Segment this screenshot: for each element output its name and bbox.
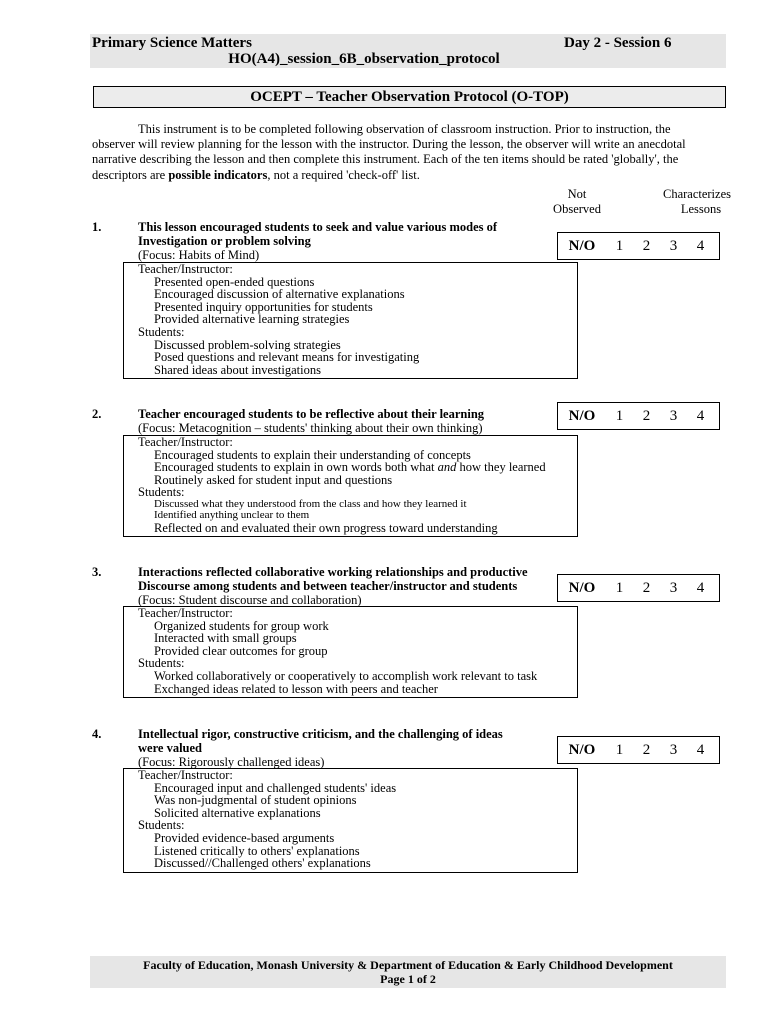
rating-option-2[interactable]: 2	[642, 407, 651, 424]
scale-not: Not	[567, 187, 587, 201]
students-label: Students:	[138, 485, 185, 500]
item-title-line: Intellectual rigor, constructive criticism, and the challenging of ideas	[138, 727, 503, 741]
item-question	[138, 220, 558, 262]
indicator: Provided evidence-based arguments	[154, 830, 335, 845]
item-title-line: This lesson encouraged students to seek and value various modes of	[138, 220, 498, 234]
indicator: Worked collaboratively or cooperatively to accomplish work relevant to task	[154, 668, 538, 683]
indicator-box	[123, 606, 578, 698]
rating-option-no[interactable]: N/O	[568, 237, 596, 254]
header-document-name: HO(A4)_session_6B_observation_protocol	[228, 51, 500, 67]
students-label: Students:	[138, 324, 185, 339]
indicator: Presented open-ended questions	[154, 274, 315, 289]
rating-scale[interactable]	[557, 574, 720, 602]
scale-characterizes-label: Characterizes	[662, 187, 731, 201]
rating-option-4[interactable]: 4	[696, 579, 705, 596]
rating-option-4[interactable]: 4	[696, 407, 705, 424]
item-title-line: Teacher encouraged students to be reflective about their learning	[138, 407, 485, 421]
intro-text-end: , not a required 'check-off' list.	[267, 167, 420, 182]
scale-lessons-label: Lessons	[680, 202, 722, 216]
rating-scale[interactable]	[557, 402, 720, 430]
rating-option-1[interactable]: 1	[615, 741, 624, 758]
indicator: Exchanged ideas related to lesson with peers and teacher	[154, 681, 438, 696]
students-label: Students:	[138, 818, 185, 833]
intro-bold: possible indicators	[168, 167, 268, 182]
item-question	[138, 565, 558, 607]
item-number: 1.	[92, 220, 102, 234]
rating-option-1[interactable]: 1	[615, 237, 624, 254]
footer-page-number: Page 1 of 2	[380, 972, 436, 986]
indicator: Presented inquiry opportunities for students	[154, 299, 373, 314]
rating-scale[interactable]	[557, 736, 720, 764]
item-number: 2.	[92, 407, 102, 421]
indicator: Provided alternative learning strategies	[154, 312, 350, 327]
rating-option-no[interactable]: N/O	[568, 741, 596, 758]
item-title-line: Discourse among students and between teacher/instructor and students	[138, 579, 518, 593]
teacher-label: Teacher/Instructor:	[138, 768, 233, 782]
indicator: Discussed problem-solving strategies	[154, 337, 341, 352]
item-focus: (Focus: Metacognition – students' thinking about their own thinking)	[138, 421, 483, 435]
page-footer	[90, 956, 726, 988]
item-focus: (Focus: Habits of Mind)	[138, 248, 260, 262]
teacher-label: Teacher/Instructor:	[138, 262, 233, 276]
teacher-label: Teacher/Instructor:	[138, 606, 233, 620]
indicator: Encouraged discussion of alternative explanations	[154, 287, 405, 302]
indicator-text: how they learned	[456, 460, 546, 475]
rating-scale[interactable]	[557, 232, 720, 260]
indicator: Routinely asked for student input and questions	[154, 472, 393, 487]
indicator-text: Encouraged students to explain in own words both what	[154, 460, 438, 475]
item-focus: (Focus: Rigorously challenged ideas)	[138, 755, 325, 769]
indicator: Discussed//Challenged others' explanations	[154, 856, 371, 871]
indicator: Encouraged students to explain their understanding of concepts	[154, 447, 471, 462]
protocol-title: OCEPT – Teacher Observation Protocol (O-TOP)	[93, 86, 726, 108]
rating-option-3[interactable]: 3	[669, 579, 678, 596]
item-title-line: Investigation or problem solving	[138, 234, 311, 248]
indicator: Posed questions and relevant means for investigating	[154, 350, 420, 365]
header-session: Day 2 - Session 6	[564, 35, 672, 51]
rating-option-3[interactable]: 3	[669, 741, 678, 758]
rating-option-3[interactable]: 3	[669, 407, 678, 424]
footer-institution: Faculty of Education, Monash University & Department of Education & Early Childhood Development	[143, 958, 673, 972]
scale-observed: Observed	[553, 202, 601, 216]
rating-option-2[interactable]: 2	[642, 237, 651, 254]
indicator: Discussed what they understood from the class and how they learned it	[154, 497, 467, 510]
item-number: 3.	[92, 565, 102, 579]
rating-option-3[interactable]: 3	[669, 237, 678, 254]
indicator: Identified anything unclear to them	[154, 509, 310, 522]
indicator: Listened critically to others' explanations	[154, 843, 360, 858]
rating-option-no[interactable]: N/O	[568, 579, 596, 596]
rating-option-no[interactable]: N/O	[568, 407, 596, 424]
indicator: Provided clear outcomes for group	[154, 643, 328, 658]
indicator-box	[123, 435, 578, 537]
indicator-box	[123, 768, 578, 873]
indicator: Shared ideas about investigations	[154, 362, 321, 377]
scale-characterizes	[652, 187, 742, 217]
item-focus: (Focus: Student discourse and collaboration)	[138, 593, 362, 607]
indicator: Interacted with small groups	[154, 631, 297, 646]
indicator: Solicited alternative explanations	[154, 805, 321, 820]
item-question	[138, 407, 558, 435]
indicator-box	[123, 262, 578, 379]
indicator	[138, 461, 577, 474]
indicator: Reflected on and evaluated their own progress toward understanding	[154, 520, 498, 535]
rating-option-4[interactable]: 4	[696, 741, 705, 758]
rating-option-1[interactable]: 1	[615, 579, 624, 596]
item-title-line: Interactions reflected collaborative working relationships and productive	[138, 565, 528, 579]
indicator: Organized students for group work	[154, 618, 329, 633]
rating-option-2[interactable]: 2	[642, 579, 651, 596]
item-number: 4.	[92, 727, 102, 741]
header-course-title: Primary Science Matters	[92, 35, 252, 51]
indicator: Encouraged input and challenged students' ideas	[154, 780, 397, 795]
teacher-label: Teacher/Instructor:	[138, 435, 233, 449]
rating-option-1[interactable]: 1	[615, 407, 624, 424]
rating-option-2[interactable]: 2	[642, 741, 651, 758]
intro-text: This instrument is to be completed following observation of classroom instruction. Prior to instruction, the observer will review planning for the lesson with the instructor. During the lesson, the observer will write an anecdotal narrative describing the lesson and then complete this instrument. Each of the ten items should be rated 'globally', the descriptors are	[92, 122, 686, 182]
scale-not-observed	[546, 187, 608, 217]
intro-paragraph	[92, 122, 692, 183]
indicator-emphasis: and	[437, 460, 457, 475]
item-title-line: were valued	[138, 741, 202, 755]
item-question	[138, 727, 558, 769]
rating-option-4[interactable]: 4	[696, 237, 705, 254]
students-label: Students:	[138, 656, 185, 671]
indicator: Was non-judgmental of student opinions	[154, 793, 357, 808]
